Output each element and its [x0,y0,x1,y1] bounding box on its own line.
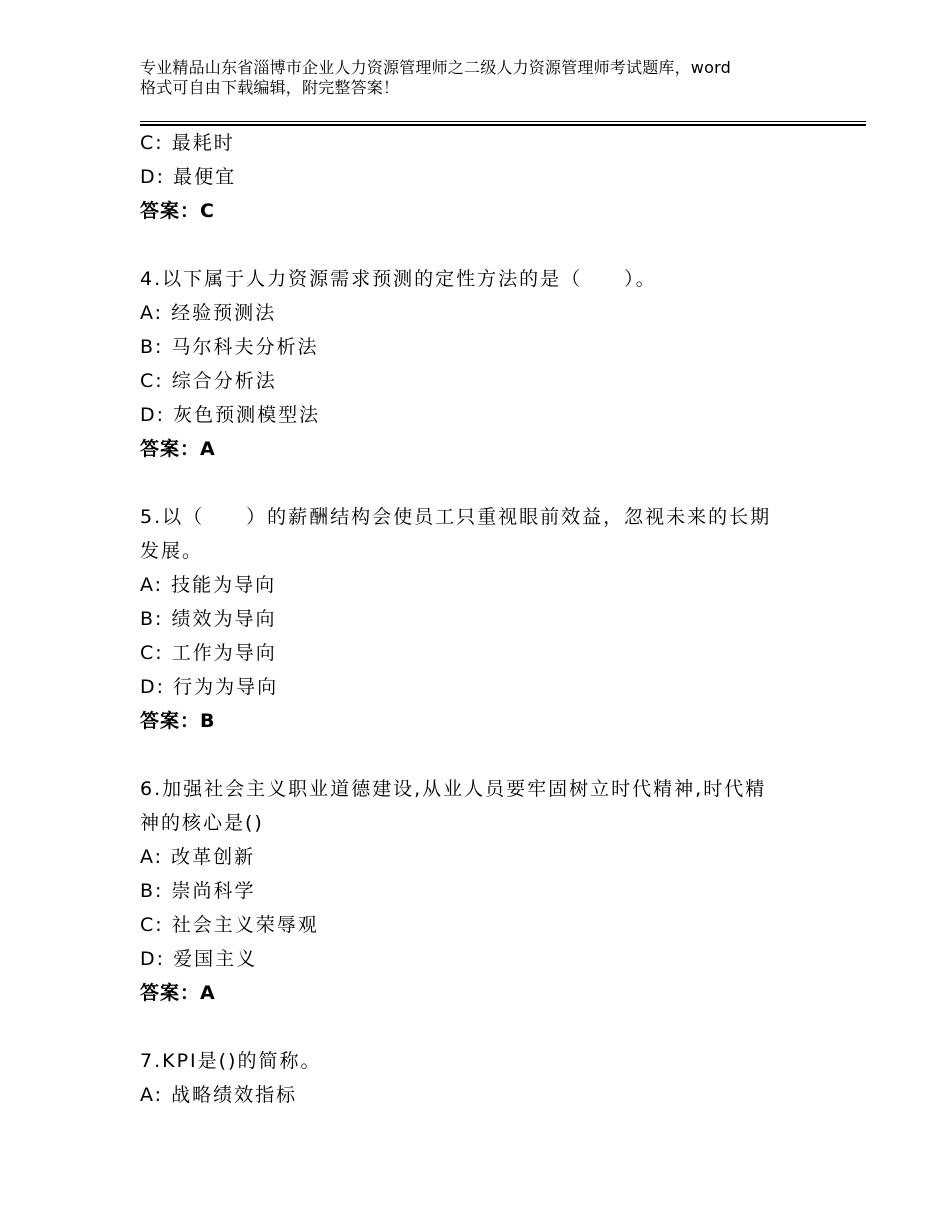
question-stem: 7.KPI是()的简称。 [140,1050,322,1072]
option-b: B: 马尔科夫分析法 [140,336,319,358]
option-a: A: 改革创新 [140,846,256,868]
answer: 答案：A [140,438,216,460]
option-d: D: 最便宜 [140,166,237,188]
option-d: D: 行为为导向 [140,676,279,698]
answer: 答案：B [140,710,216,732]
spacer [140,466,840,500]
option-a: A: 战略绩效指标 [140,1084,298,1106]
document-body [140,126,840,1112]
question-4 [140,262,840,466]
option-a: A: 技能为导向 [140,574,277,596]
header-line-1: 专业精品山东省淄博市企业人力资源管理师之二级人力资源管理师考试题库，word [140,58,731,77]
option-c: C: 综合分析法 [140,370,277,392]
answer: 答案：A [140,982,216,1004]
question-stem-line-1: 5.以（ ）的薪酬结构会使员工只重视眼前效益，忽视未来的长期 [140,506,772,528]
question-stem-line-2: 发展。 [140,540,204,562]
spacer [140,1010,840,1044]
option-a: A: 经验预测法 [140,302,277,324]
option-c: C: 工作为导向 [140,642,277,664]
question-6 [140,772,840,1010]
spacer [140,738,840,772]
question-stem-line-2: 神的核心是() [140,812,264,834]
header-rule-thin [140,121,866,122]
question-7 [140,1044,840,1112]
answer: 答案：C [140,200,215,222]
document-header [140,58,840,98]
header-line-2: 格式可自由下载编辑，附完整答案！ [140,78,400,97]
partial-question [140,126,840,228]
question-stem-line-1: 6.加强社会主义职业道德建设,从业人员要牢固树立时代精神,时代精 [140,778,767,800]
option-b: B: 绩效为导向 [140,608,277,630]
spacer [140,228,840,262]
option-d: D: 爱国主义 [140,948,258,970]
option-c: C: 最耗时 [140,132,235,154]
option-b: B: 崇尚科学 [140,880,256,902]
question-stem: 4.以下属于人力资源需求预测的定性方法的是（ ）。 [140,268,657,290]
question-5 [140,500,840,738]
option-c: C: 社会主义荣辱观 [140,914,319,936]
option-d: D: 灰色预测模型法 [140,404,321,426]
